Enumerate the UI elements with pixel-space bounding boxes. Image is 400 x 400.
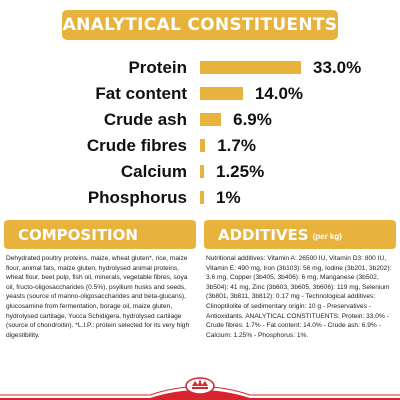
nutrient-row-protein <box>0 56 400 80</box>
nutrient-bar <box>200 165 204 178</box>
nutrient-row-phosphorus <box>0 186 400 210</box>
nutrient-row-calcium <box>0 160 400 184</box>
nutrient-value: 1.25% <box>216 162 265 181</box>
nutrient-label: Phosphorus <box>87 188 187 207</box>
additives-text: Nutritional additives: Vitamin A: 26500 IU, Vitamin D3: 800 IU, Vitamin E: 490 mg, Iron (3b103): 56 mg, Iodine (3b201, 3b202): 3.6 mg, Copper (3b405, 3b406): 6 mg, Manganese (3b502, 3b504): 41 mg, Zinc (3b603, 3b605, 3b606): 119 mg, Selenium (3b801, 3b811, 3b812): 0.17 mg - Technological additives: Clinoptilolite of sedimentary origin: 10 g - Preservatives - Antioxidants. ANALYTICAL CONSTITUENTS: Protein: 33.0% - Crude fibres: 1.7% - Fat content: 14.0% - Crude ash: 6.9% - Calcium: 1.25% - Phosphorus: 1%. <box>206 255 392 339</box>
nutrient-label: Crude ash <box>103 110 187 129</box>
additives-header <box>204 220 396 249</box>
composition-text: Dehydrated poultry proteins, maize, wheat gluten*, rice, maize flour, animal fats, maize gluten, hydrolysed animal proteins, wheat flour, beet pulp, fish oil, minerals, vegetable fibres, soya oil, fructo-oligosaccharides (0.5%), psyllium husks and seeds, yeasts (source of manno-oligosaccharides and beta-glucans), glucosamine from fermentation, borage oil, maize gluten, hydrolysed cartilage, Yucca Schidigera, hydrolysed cartilage (source of chondroitin). *L.I.P.: protein selected for its very high digestibility. <box>6 255 190 339</box>
nutrient-bar <box>200 139 205 152</box>
nutrient-row-crude-ash <box>0 108 400 132</box>
nutrient-value: 14.0% <box>254 84 304 103</box>
royal-canin-logo-icon <box>182 372 218 396</box>
nutrient-bar <box>200 191 204 204</box>
nutrient-value: 1% <box>216 188 241 207</box>
additives-title: ADDITIVES <box>218 225 309 244</box>
additives-subtitle: (per kg) <box>312 231 342 241</box>
nutrient-label: Protein <box>128 58 187 77</box>
nutrient-bar <box>200 113 221 126</box>
nutrient-label: Crude fibres <box>86 136 187 155</box>
banner-title: ANALYTICAL CONSTITUENTS <box>62 15 338 35</box>
nutrient-label: Fat content <box>95 84 187 103</box>
nutrient-row-crude-fibres <box>0 134 400 158</box>
nutrient-value: 33.0% <box>313 58 362 77</box>
composition-header <box>4 220 196 249</box>
nutrient-row-fat-content <box>0 82 400 106</box>
analytical-constituents-banner <box>62 10 338 40</box>
nutrient-value: 1.7% <box>217 136 256 155</box>
nutrient-label: Calcium <box>120 162 187 181</box>
nutrient-bar <box>200 61 301 74</box>
nutrient-value: 6.9% <box>233 110 272 129</box>
nutrient-bar <box>200 87 243 100</box>
composition-title: COMPOSITION <box>18 225 138 244</box>
